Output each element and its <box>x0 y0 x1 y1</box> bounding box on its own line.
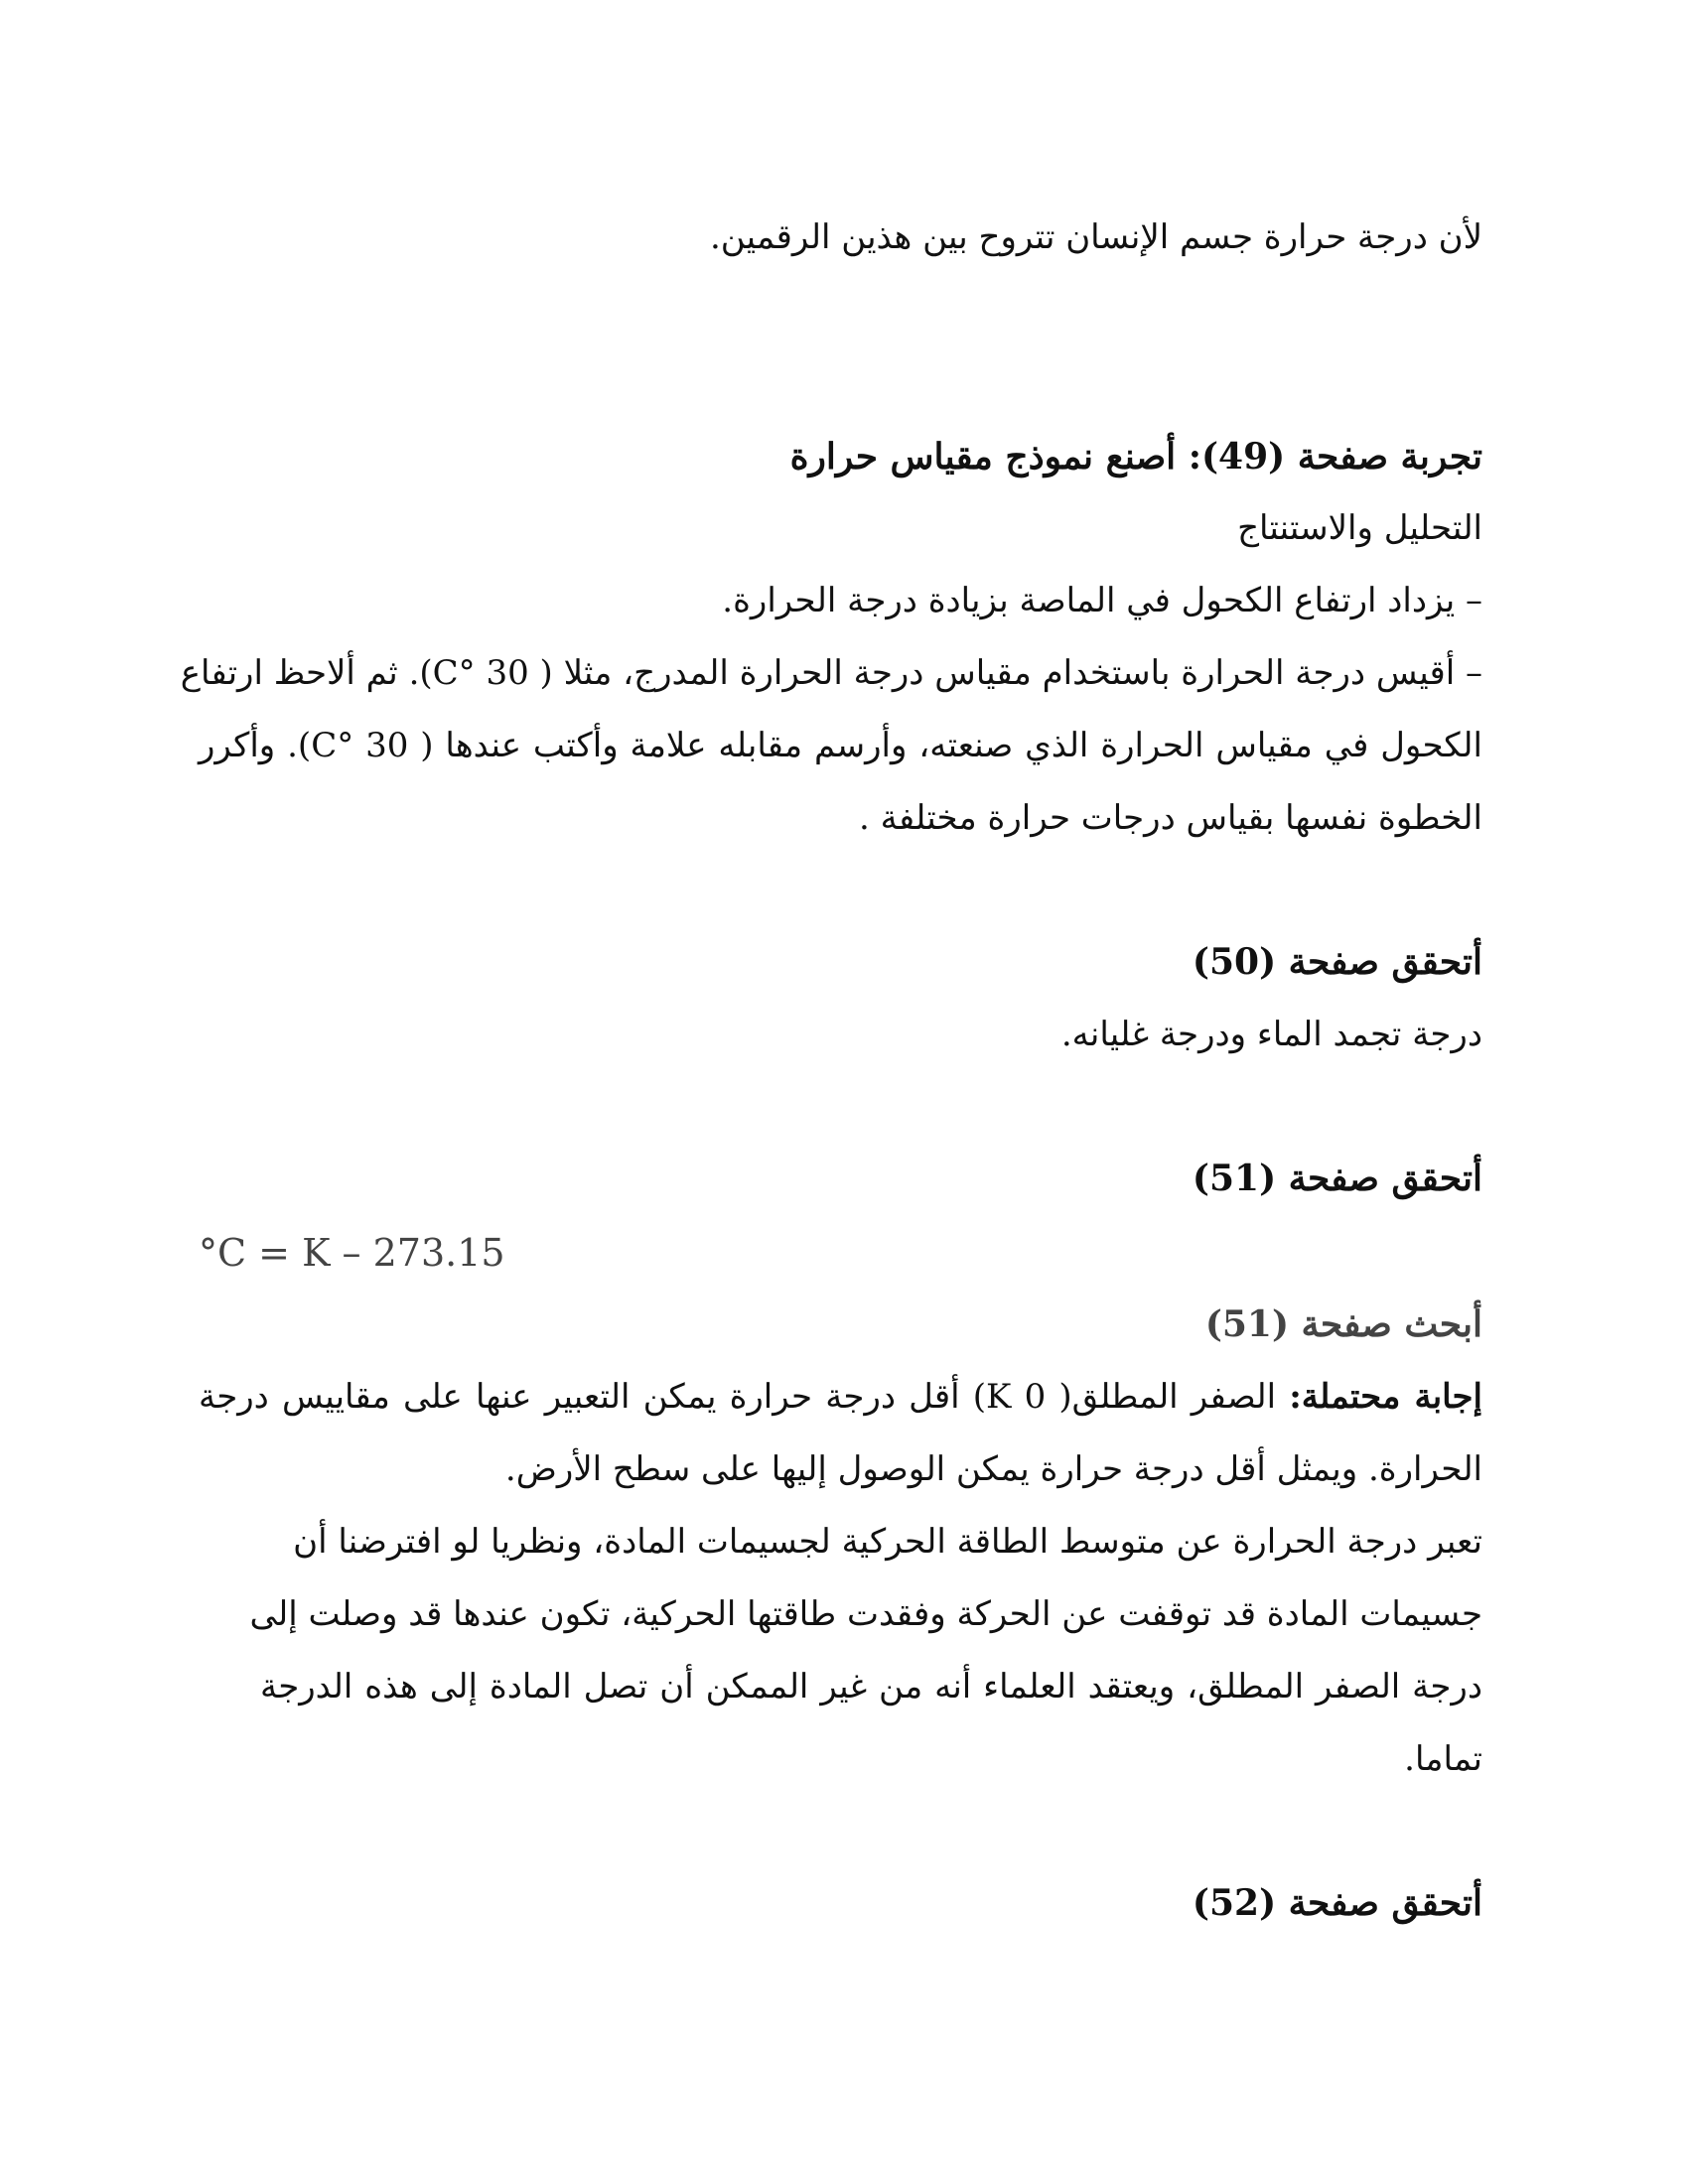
bullet-line: – أقيس درجة الحرارة باستخدام مقياس درجة الحرارة المدرج، مثلا ( C° 30). ثم ألاحظ ارتفاع <box>180 653 1482 693</box>
section-heading-check-50: أتحقق صفحة (50) <box>1192 941 1482 983</box>
paragraph-line: تعبر درجة الحرارة عن متوسط الطاقة الحركية لجسيمات المادة، ونظريا لو افترضنا أن <box>293 1522 1482 1562</box>
section-heading-check-52: أتحقق صفحة (52) <box>1192 1882 1482 1924</box>
paragraph-line: الحرارة. ويمثل أقل درجة حرارة يمكن الوصول إليها على سطح الأرض. <box>504 1449 1482 1489</box>
answer-label: إجابة محتملة: <box>1289 1377 1482 1417</box>
text-line: لأن درجة حرارة جسم الإنسان تتروح بين هذين الرقمين. <box>709 217 1482 257</box>
section-heading-research-51: أبحث صفحة (51) <box>1204 1303 1482 1345</box>
section-heading-experiment-49: تجربة صفحة (49): أصنع نموذج مقياس حرارة <box>789 436 1482 478</box>
paragraph-line: درجة الصفر المطلق، ويعتقد العلماء أنه من غير الممكن أن تصل المادة إلى هذه الدرجة <box>260 1667 1482 1706</box>
subheading-analysis: التحليل والاستنتاج <box>1237 508 1482 548</box>
answer-line <box>199 1373 1482 1421</box>
answer-line: درجة تجمد الماء ودرجة غليانه. <box>1060 1015 1482 1054</box>
paragraph-line: تماما. <box>1404 1739 1482 1779</box>
formula-celsius-kelvin: °C = K – 273.15 <box>199 1231 505 1275</box>
paragraph-line: الكحول في مقياس الحرارة الذي صنعته، وأرسم مقابله علامة وأكتب عندها ( C° 30). وأكرر <box>199 726 1482 765</box>
paragraph-line: الخطوة نفسها بقياس درجات حرارة مختلفة . <box>859 798 1482 838</box>
answer-text: الصفر المطلق( K 0) أقل درجة حرارة يمكن التعبير عنها على مقاييس درجة <box>199 1377 1290 1417</box>
bullet-line: – يزداد ارتفاع الكحول في الماصة بزيادة درجة الحرارة. <box>722 581 1482 620</box>
section-heading-check-51: أتحقق صفحة (51) <box>1192 1158 1482 1199</box>
paragraph-line: جسيمات المادة قد توقفت عن الحركة وفقدت طاقتها الحركية، تكون عندها قد وصلت إلى <box>249 1594 1482 1634</box>
